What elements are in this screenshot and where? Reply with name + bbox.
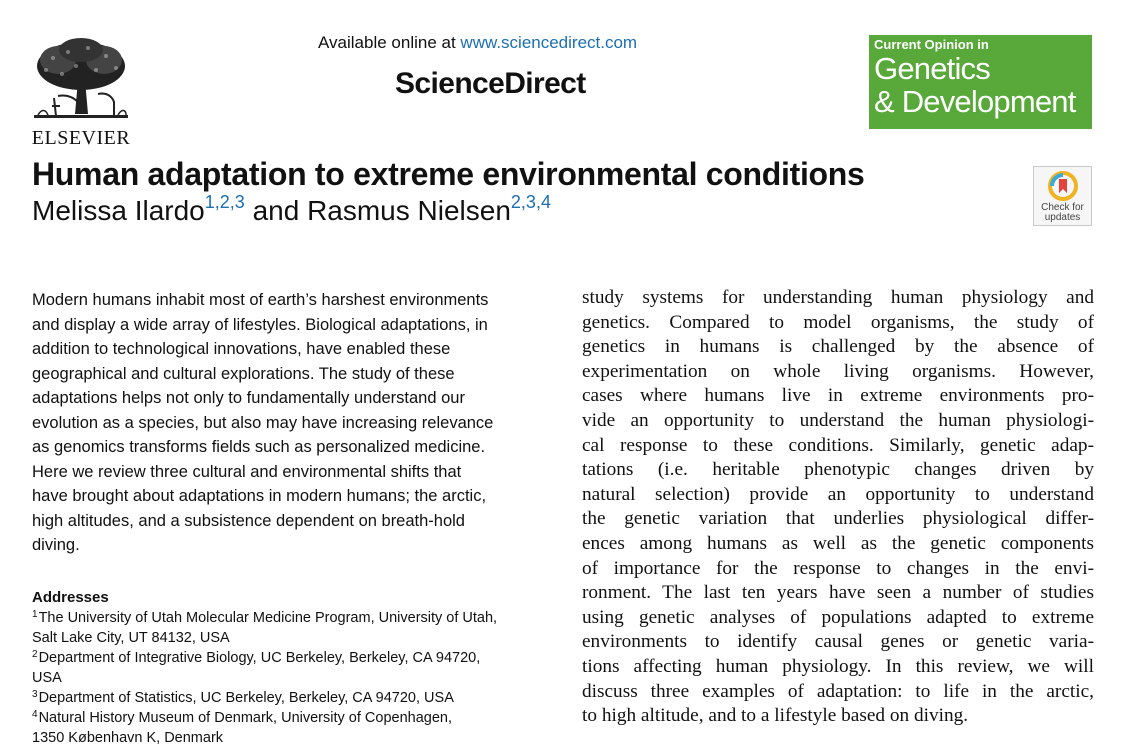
address-item xyxy=(32,708,562,748)
address-text: Natural History Museum of Denmark, University of Copenhagen, xyxy=(38,710,452,726)
article-title: Human adaptation to extreme environmental conditions xyxy=(32,156,865,192)
body-line: the genetic variation that underlies physiological differ- xyxy=(582,508,1094,530)
author-conjunction: and xyxy=(252,195,300,226)
address-text: USA xyxy=(32,670,62,686)
elsevier-logo[interactable] xyxy=(28,36,134,149)
body-line: environments to identify causal genes or genetic varia- xyxy=(582,631,1094,653)
sciencedirect-logo[interactable]: ScienceDirect xyxy=(395,67,586,100)
abstract-line: adaptations helps not only to fundamentally understand our xyxy=(32,389,465,407)
body-line: to high altitude, and to a lifestyle based on diving. xyxy=(582,705,969,727)
address-number: 1 xyxy=(32,609,38,620)
author-affiliation-refs[interactable]: 2,3,4 xyxy=(510,192,551,212)
abstract-line: diving. xyxy=(32,536,80,554)
elsevier-wordmark: ELSEVIER xyxy=(31,127,131,149)
address-text: 1350 København K, Denmark xyxy=(32,730,224,746)
body-line: discuss three examples of adaptation: to life in the arctic, xyxy=(582,680,1094,702)
address-text: Department of Integrative Biology, UC Berkeley, Berkeley, CA 94720, xyxy=(38,650,481,666)
body-line: natural selection) provide an opportunity to understand xyxy=(582,483,1094,505)
body-line: experimentation on whole living organisms. However, xyxy=(582,360,1094,382)
body-line: cases where humans live in extreme environments pro- xyxy=(582,385,1094,407)
journal-subtitle: Current Opinion in xyxy=(874,37,989,52)
address-text: The University of Utah Molecular Medicine Program, University of Utah, xyxy=(38,610,498,626)
abstract-line: as genomics transforms fields such as personalized medicine. xyxy=(32,438,486,456)
address-number: 2 xyxy=(32,649,38,660)
available-prefix: Available online at xyxy=(318,33,456,52)
address-number: 4 xyxy=(32,709,38,720)
abstract xyxy=(32,288,547,558)
author-name[interactable]: Melissa Ilardo xyxy=(32,195,205,226)
body-line: cal response to these conditions. Similarly, genetic adap- xyxy=(582,434,1094,456)
body-line: study systems for understanding human physiology and xyxy=(582,287,1094,308)
author-list xyxy=(32,192,551,227)
abstract-line: Modern humans inhabit most of earth’s harshest environments xyxy=(32,291,489,309)
body-line: tions affecting human physiology. In this review, we will xyxy=(582,655,1094,677)
check-for-updates-button[interactable] xyxy=(1033,166,1092,226)
crossmark-icon xyxy=(1048,171,1078,201)
address-item xyxy=(32,648,562,688)
address-item xyxy=(32,608,562,648)
abstract-line: Here we review three cultural and environmental shifts that xyxy=(32,462,462,481)
address-text: Department of Statistics, UC Berkeley, Berkeley, CA 94720, USA xyxy=(38,690,454,706)
addresses-section xyxy=(32,588,562,748)
author-affiliation-refs[interactable]: 1,2,3 xyxy=(204,192,245,212)
body-line: vide an opportunity to understand the human physiologi- xyxy=(582,409,1094,431)
abstract-line: addition to technological innovations, have enabled these xyxy=(32,340,451,358)
abstract-line: have brought about adaptations in modern humans; the arctic, xyxy=(32,487,487,505)
abstract-line: and display a wide array of lifestyles. Biological adaptations, in xyxy=(32,315,488,334)
elsevier-tree-icon xyxy=(28,36,134,128)
body-line: tations (i.e. heritable phenotypic changes driven by xyxy=(582,459,1094,481)
abstract-line: geographical and cultural explorations. The study of these xyxy=(32,364,455,383)
body-line: ronment. The last ten years have seen a number of studies xyxy=(582,582,1094,604)
sciencedirect-url-link[interactable]: www.sciencedirect.com xyxy=(460,33,638,52)
body-text xyxy=(582,286,1094,729)
journal-title-line2: & Development xyxy=(874,84,1076,119)
check-updates-line1: Check for xyxy=(1041,202,1084,213)
journal-title-line1: Genetics xyxy=(874,51,990,86)
body-line: genetics. Compared to model organisms, the study of xyxy=(582,311,1094,333)
available-online xyxy=(318,33,637,53)
body-line: of importance for the response to changes in the envi- xyxy=(582,557,1094,579)
abstract-line: high altitudes, and a subsistence dependent on breath-hold xyxy=(32,511,465,530)
address-item xyxy=(32,688,562,708)
address-number: 3 xyxy=(32,689,38,700)
journal-logo[interactable] xyxy=(869,35,1092,129)
check-updates-line2: updates xyxy=(1044,212,1081,223)
author-name[interactable]: Rasmus Nielsen xyxy=(307,195,511,226)
abstract-line: evolution as a species, but also may have increasing relevance xyxy=(32,413,494,432)
addresses-heading: Addresses xyxy=(32,589,109,606)
address-text: Salt Lake City, UT 84132, USA xyxy=(32,630,230,646)
body-line: genetics in humans is challenged by the absence of xyxy=(582,336,1094,358)
body-line: ences among humans as well as the genetic components xyxy=(582,532,1094,554)
body-line: using genetic analyses of populations adapted to extreme xyxy=(582,606,1094,628)
